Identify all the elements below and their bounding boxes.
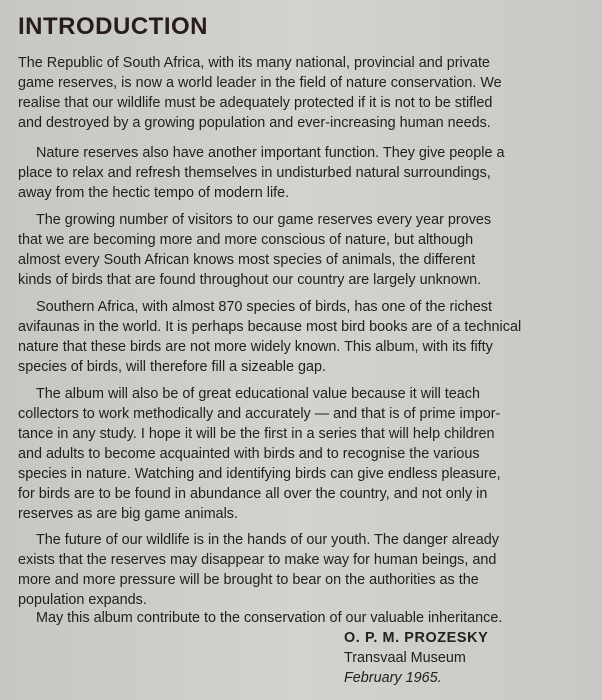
text-line: population expands. <box>18 592 147 608</box>
text-line: The Republic of South Africa, with its many national, provincial and private <box>18 55 490 71</box>
text-line: The future of our wildlife is in the hands of our youth. The danger already <box>36 532 499 548</box>
text-line: Nature reserves also have another important function. They give people a <box>36 145 505 161</box>
text-line: place to relax and refresh themselves in undisturbed natural surroundings, <box>18 165 491 181</box>
paragraph-4 <box>18 297 590 377</box>
text-line: and adults to become acquainted with birds and to recognise the various <box>18 446 480 462</box>
text-line: kinds of birds that are found throughout our country are largely unknown. <box>18 272 482 288</box>
paragraph-5 <box>18 384 590 524</box>
text-line: species in nature. Watching and identifying birds can give endless pleasure, <box>18 466 501 482</box>
paragraph-3 <box>18 210 590 290</box>
text-line: reserves as are big game animals. <box>18 506 238 522</box>
text-line: that we are becoming more and more conscious of nature, but although <box>18 232 474 248</box>
author-institution: Transvaal Museum <box>344 650 466 666</box>
text-line: The album will also be of great educational value because it will teach <box>36 386 480 402</box>
page-title: INTRODUCTION <box>18 13 208 40</box>
signature-date: February 1965. <box>344 670 442 686</box>
text-line: game reserves, is now a world leader in the field of nature conservation. We <box>18 75 502 91</box>
text-line: avifaunas in the world. It is perhaps because most bird books are of a technical <box>18 319 522 335</box>
text-line: and destroyed by a growing population and ever-increasing human needs. <box>18 115 491 131</box>
paragraph-6 <box>18 530 590 610</box>
text-line: realise that our wildlife must be adequately protected if it is not to be stifled <box>18 95 493 111</box>
text-line: collectors to work methodically and accurately — and that is of prime impor- <box>18 406 501 422</box>
paragraph-2 <box>18 143 590 203</box>
author-name: O. P. M. PROZESKY <box>344 630 489 646</box>
signature-block <box>344 628 488 688</box>
text-line: Southern Africa, with almost 870 species of birds, has one of the richest <box>36 299 492 315</box>
text-line: almost every South African knows most species of animals, the different <box>18 252 476 268</box>
paragraph-7 <box>18 608 590 628</box>
text-line: for birds are to be found in abundance all over the country, and not only in <box>18 486 488 502</box>
paragraph-1 <box>18 53 590 133</box>
text-line: The growing number of visitors to our game reserves every year proves <box>36 212 492 228</box>
text-line: nature that these birds are not more widely known. This album, with its fifty <box>18 339 493 355</box>
text-line: more and more pressure will be brought to bear on the authorities as the <box>18 572 479 588</box>
text-line: species of birds, will therefore fill a sizeable gap. <box>18 359 326 375</box>
text-line: away from the hectic tempo of modern life. <box>18 185 290 201</box>
text-line: tance in any study. I hope it will be the first in a series that will help children <box>18 426 495 442</box>
text-line: May this album contribute to the conservation of our valuable inheritance. <box>36 610 503 626</box>
text-line: exists that the reserves may disappear to make way for human beings, and <box>18 552 497 568</box>
